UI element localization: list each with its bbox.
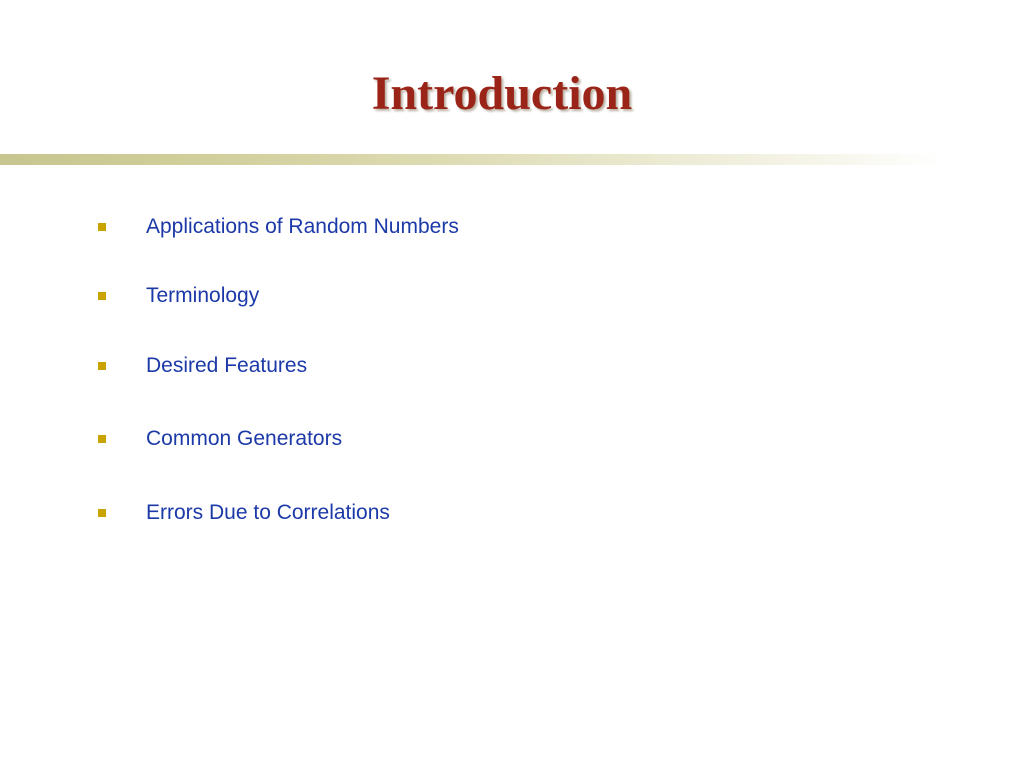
bullet-item-applications	[0, 213, 800, 243]
square-bullet-icon	[98, 362, 106, 370]
title-divider	[0, 154, 945, 165]
bullet-text: Terminology	[146, 284, 260, 307]
bullet-text: Errors Due to Correlations	[146, 501, 390, 524]
square-bullet-icon	[98, 292, 106, 300]
slide-title: Introduction	[371, 67, 633, 120]
bullet-text: Applications of Random Numbers	[146, 215, 459, 238]
bullet-item-desired-features	[0, 352, 800, 382]
square-bullet-icon	[98, 435, 106, 443]
bullet-item-common-generators	[0, 425, 800, 455]
square-bullet-icon	[98, 509, 106, 517]
square-bullet-icon	[98, 223, 106, 231]
bullet-text: Desired Features	[146, 354, 308, 377]
bullet-item-terminology	[0, 282, 800, 312]
bullet-item-errors-correlations	[0, 499, 800, 529]
bullet-text: Common Generators	[146, 427, 343, 450]
